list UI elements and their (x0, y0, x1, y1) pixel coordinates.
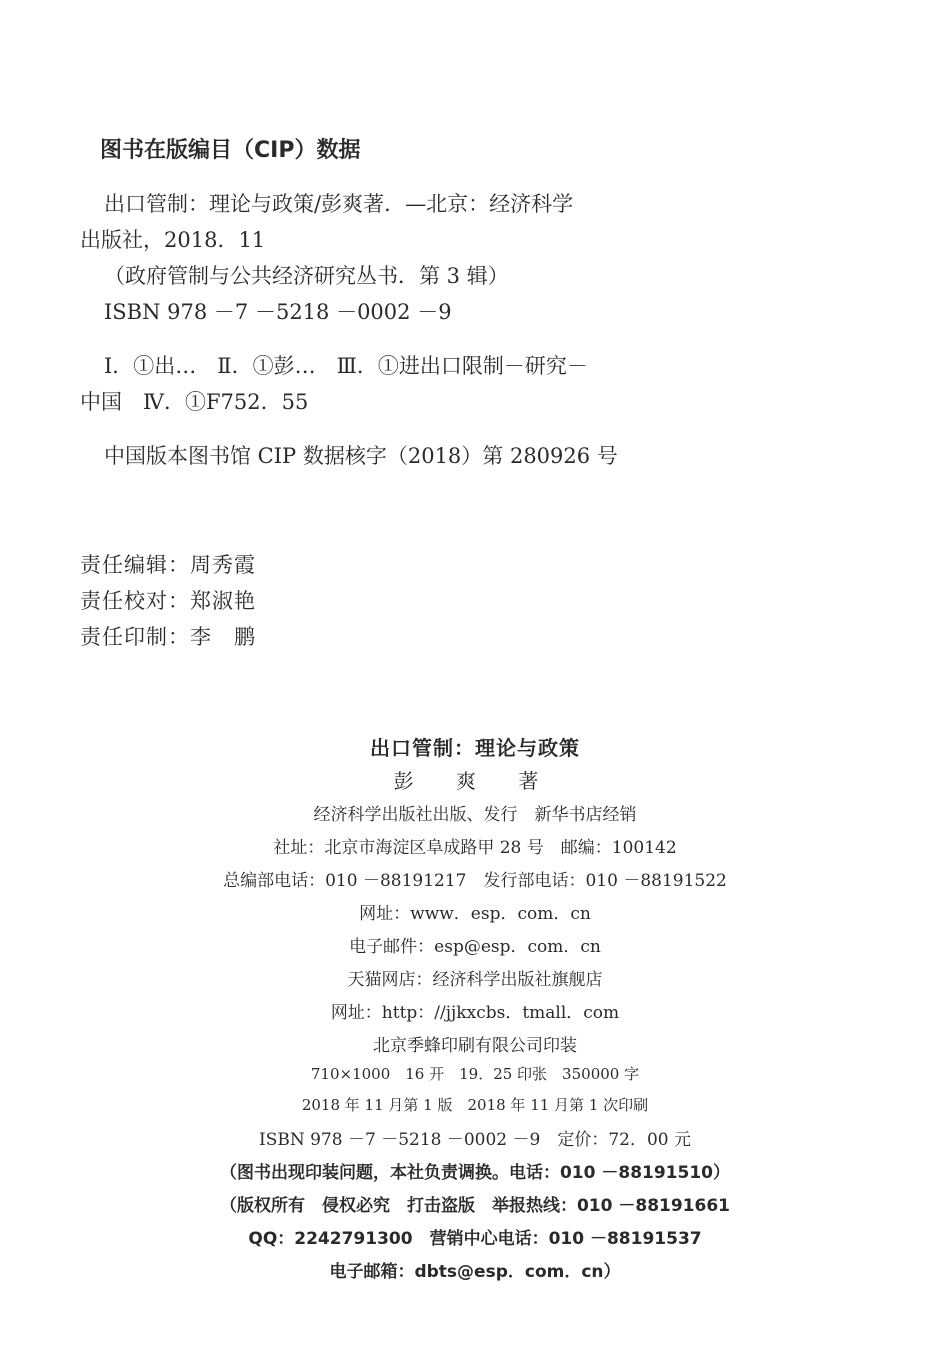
imprint-line: 社址：北京市海淀区阜成路甲 28 号 邮编：100142 (273, 838, 677, 858)
imprint-line: 北京季蜂印刷有限公司印装 (373, 1036, 577, 1056)
imprint-notice: （图书出现印装问题，本社负责调换。电话：010 －88191510） (219, 1163, 731, 1183)
cip-line: 中国 Ⅳ．①F752．55 (80, 390, 309, 414)
imprint-author: 彭 爽 著 (393, 769, 557, 793)
imprint-line: 电子邮件：esp@esp．com．cn (349, 937, 601, 957)
imprint-line: ISBN 978 －7 －5218 －0002 －9 定价：72．00 元 (258, 1130, 692, 1150)
cip-line: 出口管制：理论与政策/彭爽著．—北京：经济科学 (104, 192, 574, 216)
staff-printing: 责任印制：李 鹏 (80, 625, 256, 649)
imprint-title: 出口管制：理论与政策 (370, 736, 580, 760)
imprint-line: 天猫网店：经济科学出版社旗舰店 (347, 970, 603, 990)
imprint-line: 710×1000 16 开 19．25 印张 350000 字 (310, 1065, 640, 1083)
staff-editor: 责任编辑：周秀霞 (80, 553, 256, 577)
cip-line: （政府管制与公共经济研究丛书．第 3 辑） (104, 264, 509, 288)
imprint-line: 2018 年 11 月第 1 版 2018 年 11 月第 1 次印刷 (301, 1096, 649, 1114)
imprint-line: 网址：http：//jjkxcbs．tmall．com (330, 1003, 620, 1023)
cip-heading: 图书在版编目（CIP）数据 (100, 138, 361, 163)
staff-proofreader: 责任校对：郑淑艳 (80, 589, 256, 613)
imprint-notice: 电子邮箱：dbts@esp．com．cn） (329, 1262, 621, 1282)
cip-line: ISBN 978 －7 －5218 －0002 －9 (104, 300, 452, 324)
cip-line: 中国版本图书馆 CIP 数据核字（2018）第 280926 号 (104, 444, 618, 468)
cip-line: 出版社，2018．11 (80, 228, 266, 252)
imprint-line: 经济科学出版社出版、发行 新华书店经销 (313, 805, 637, 825)
imprint-notice: （版权所有 侵权必究 打击盗版 举报热线：010 －88191661 (219, 1196, 731, 1216)
imprint-notice: QQ：2242791300 营销中心电话：010 －88191537 (248, 1229, 702, 1249)
imprint-line: 总编部电话：010 －88191217 发行部电话：010 －88191522 (223, 871, 727, 891)
imprint-line: 网址：www．esp．com．cn (359, 904, 591, 924)
cip-line: Ⅰ．①出… Ⅱ．①彭… Ⅲ．①进出口限制－研究－ (104, 354, 588, 378)
